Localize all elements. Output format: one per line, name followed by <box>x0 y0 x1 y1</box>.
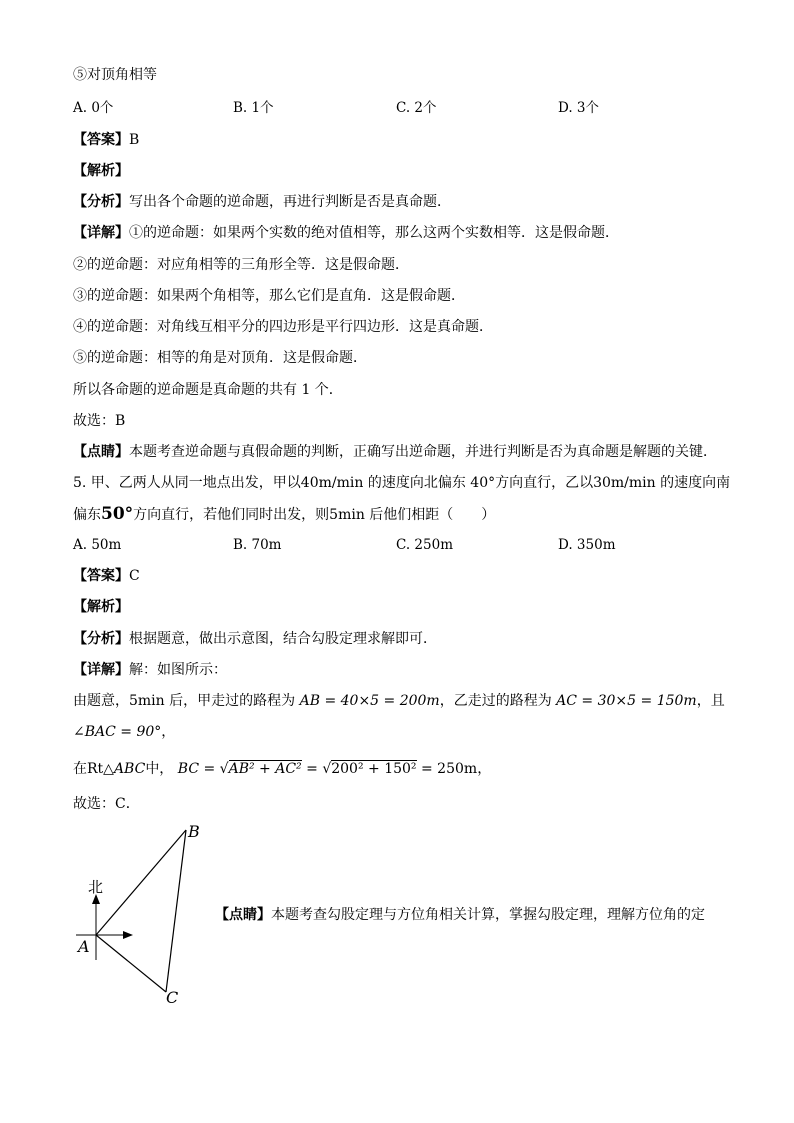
east-arrow-icon <box>123 931 133 939</box>
dianjing-text: 本题考查逆命题与真假命题的判断，正确写出逆命题，并进行判断是否为真命题是解题的关键． <box>129 444 717 460</box>
line1-text-c: ，且 <box>696 693 725 709</box>
q4-option-c: C. 2个 <box>396 100 437 116</box>
q5-option-a: A. 50m <box>73 537 122 553</box>
eq-mid: = <box>306 761 318 777</box>
q5-answer <box>73 567 140 585</box>
radical-1: √AB² + AC² <box>219 761 302 777</box>
q5-line2 <box>73 723 175 741</box>
fenxi-text: 写出各个命题的逆命题，再进行判断是否是真命题． <box>129 194 451 210</box>
xiangjie-tag: 【详解】 <box>73 225 129 241</box>
q4-item5: ⑤对顶角相等 <box>73 67 157 83</box>
line1-text-a: 由题意，5min 后，甲走过的路程为 <box>73 693 296 709</box>
q5-line1 <box>73 692 725 710</box>
stem2-suffix: 方向直行，若他们同时出发，则5min 后他们相距（ ） <box>133 507 496 523</box>
fenxi-tag: 【分析】 <box>73 631 129 647</box>
q5-stem-line1: 5. 甲、乙两人从同一地点出发，甲以40m/min 的速度向北偏东 40°方向直行，乙以30m/min 的速度向南 <box>73 475 731 491</box>
q4-dianjing <box>73 443 717 461</box>
radicand-1: AB² + AC² <box>228 761 302 777</box>
q5-dianjing <box>215 906 705 924</box>
segment-bc <box>166 830 186 992</box>
segment-ac <box>96 935 166 992</box>
dianjing-tag: 【点睛】 <box>73 444 129 460</box>
q5-xiangjie <box>73 661 227 679</box>
q4-line2: ②的逆命题：对应角相等的三角形全等．这是假命题． <box>73 257 409 273</box>
xiangjie-text: 解：如图所示： <box>129 662 227 678</box>
xiangjie-text: ①的逆命题：如果两个实数的绝对值相等，那么这两个实数相等．这是假命题． <box>129 225 619 241</box>
label-north: 北 <box>88 878 104 896</box>
q4-option-a: A. 0个 <box>73 100 114 116</box>
fenxi-tag: 【分析】 <box>73 194 129 210</box>
q5-option-c: C. 250m <box>396 537 453 553</box>
answer-tag: 【答案】 <box>73 132 129 148</box>
q5-stem-line2 <box>73 505 495 524</box>
xiangjie-tag: 【详解】 <box>73 662 129 678</box>
eq-ab: AB = 40×5 = 200m <box>299 693 440 709</box>
label-c: C <box>166 988 179 1007</box>
q4-analysis-tag: 【解析】 <box>73 163 129 179</box>
radicand-2: 200² + 150² <box>331 761 417 777</box>
eq-bc: BC = <box>177 761 216 777</box>
line3-text-a: 在Rt△ <box>73 761 114 777</box>
q5-option-d: D. 350m <box>558 537 616 553</box>
stem2-prefix: 偏东 <box>73 507 101 523</box>
fenxi-text: 根据题意，做出示意图，结合勾股定理求解即可． <box>129 631 437 647</box>
q4-line4: ④的逆命题：对角线互相平分的四边形是平行四边形．这是真命题． <box>73 319 493 335</box>
segment-ab <box>96 830 186 935</box>
answer-value: B <box>129 132 140 148</box>
q5-fenxi <box>73 630 437 648</box>
line3-end: ， <box>477 761 492 777</box>
q5-analysis-tag: 【解析】 <box>73 599 129 615</box>
eq-angle: ∠BAC = 90° <box>73 724 162 740</box>
eq-rhs: = 250m <box>421 761 478 777</box>
direction-triangle-figure <box>72 820 212 1010</box>
q4-choice: 故选：B <box>73 413 126 429</box>
q4-line5: ⑤的逆命题：相等的角是对顶角．这是假命题． <box>73 350 367 366</box>
line2-end: ， <box>161 724 176 740</box>
answer-tag: 【答案】 <box>73 568 129 584</box>
q4-line3: ③的逆命题：如果两个角相等，那么它们是直角．这是假命题． <box>73 288 465 304</box>
answer-value: C <box>129 568 140 584</box>
line1-text-b: ，乙走过的路程为 <box>439 693 552 709</box>
q4-fenxi <box>73 193 451 211</box>
triangle-name: ABC <box>113 761 146 777</box>
line3-text-b: 中， <box>145 761 174 777</box>
q4-xiangjie <box>73 224 619 242</box>
q4-summary: 所以各命题的逆命题是真命题的共有 1 个． <box>73 382 343 398</box>
q5-line3 <box>73 760 491 778</box>
eq-ac: AC = 30×5 = 150m <box>556 693 697 709</box>
radical-2: √200² + 150² <box>322 761 417 777</box>
q5-choice: 故选：C． <box>73 796 140 812</box>
stem2-degree: 50° <box>101 504 134 524</box>
q5-option-b: B. 70m <box>233 537 282 553</box>
dianjing-tag: 【点睛】 <box>215 907 271 923</box>
dianjing-text: 本题考查勾股定理与方位角相关计算，掌握勾股定理，理解方位角的定 <box>271 907 705 923</box>
q4-option-d: D. 3个 <box>558 100 600 116</box>
q4-option-b: B. 1个 <box>233 100 274 116</box>
label-b: B <box>188 822 200 841</box>
label-a: A <box>78 937 90 956</box>
q4-answer <box>73 131 139 149</box>
